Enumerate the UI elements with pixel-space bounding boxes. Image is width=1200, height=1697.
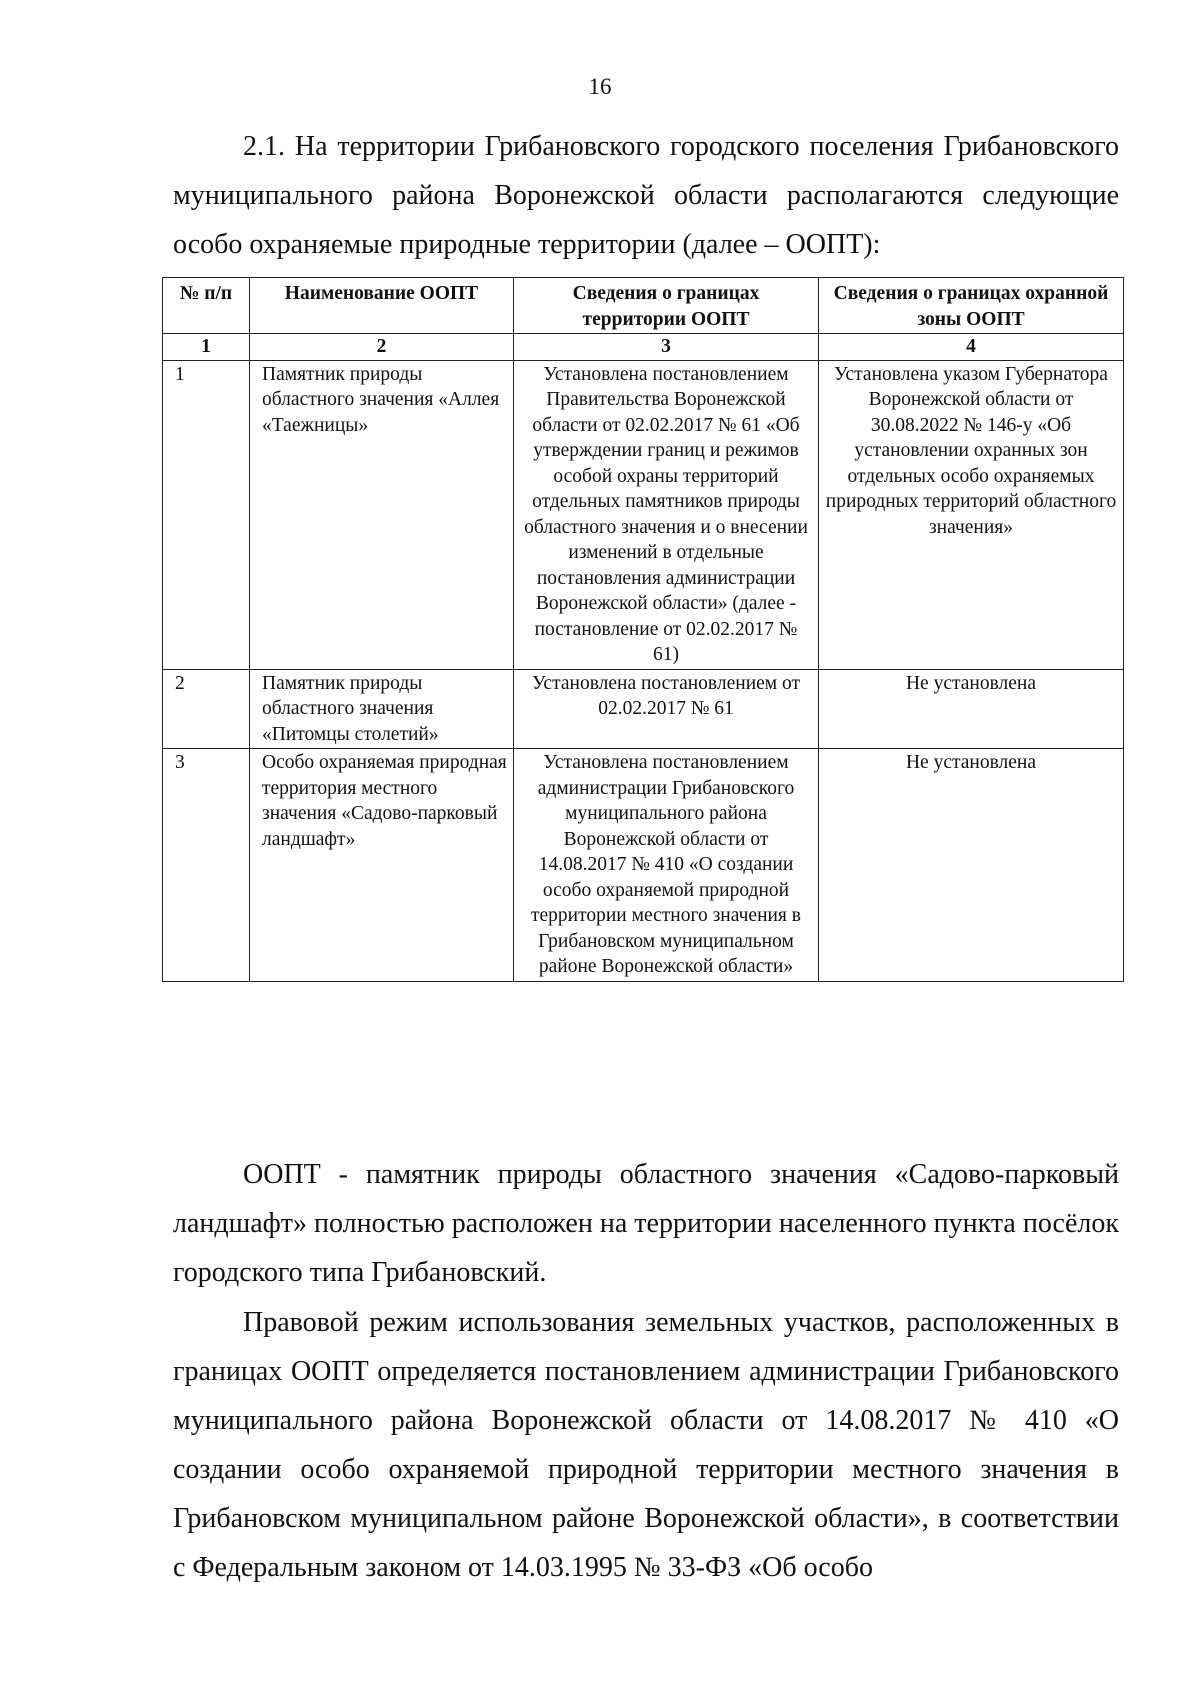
row-number: 2 [163,669,250,749]
header-territory: Сведения о границах территории ООПТ [514,278,819,334]
row-zone: Не установлена [819,749,1124,982]
row-territory: Установлена постановлением от 02.02.2017 № 61 [514,669,819,749]
row-zone: Не установлена [819,669,1124,749]
body-paragraph: ООПТ - памятник природы областного значения «Садово-парковый ландшафт» полностью расположен на территории населенного пункта посёлок городского типа Грибановский. [173,1159,1119,1288]
row-territory: Установлена постановлением администрации Грибановского муниципального района Воронежской области от 14.08.2017 № 410 «О создании особо охраняемой природной территории местного значения в Грибановском муниципальном районе Воронежской области» [514,749,819,982]
header-zone: Сведения о границах охранной зоны ООПТ [819,278,1124,334]
column-number: 2 [250,334,514,361]
column-number: 1 [163,334,250,361]
table-row [163,669,1124,749]
row-number: 3 [163,749,250,982]
table-header-row [163,278,1124,334]
page-number: 16 [588,74,612,99]
header-name: Наименование ООПТ [250,278,514,334]
row-number: 1 [163,360,250,669]
intro-paragraph: 2.1. На территории Грибановского городского поселения Грибановского муниципального района Воронежской области располагаются следующие особо охраняемые природные территории (далее – ООПТ): [173,131,1119,260]
table-row [163,360,1124,669]
row-name: Памятник природы областного значения «Питомцы столетий» [250,669,514,749]
row-name: Памятник природы областного значения «Аллея «Таежницы» [250,360,514,669]
column-number: 4 [819,334,1124,361]
oopt-table [162,277,1124,982]
row-territory: Установлена постановлением Правительства Воронежской области от 02.02.2017 № 61 «Об утверждении границ и режимов особой охраны территорий отдельных памятников природы областного значения и о внесении изменений в отдельные постановления администрации Воронежской области» (далее - постановление от 02.02.2017 № 61) [514,360,819,669]
row-name: Особо охраняемая природная территория местного значения «Садово-парковый ландшафт» [250,749,514,982]
column-number: 3 [514,334,819,361]
body-paragraph: Правовой режим использования земельных участков, расположенных в границах ООПТ определяется постановлением администрации Грибановского муниципального района Воронежской области от 14.08.2017 № 410 «О создании особо охраняемой природной территории местного значения в Грибановском муниципальном районе Воронежской области», в соответствии с Федеральным законом от 14.03.1995 № 33-ФЗ «Об особо [173,1307,1119,1583]
table-row [163,749,1124,982]
column-number-row [163,334,1124,361]
header-number: № п/п [163,278,250,334]
row-zone: Установлена указом Губернатора Воронежской области от 30.08.2022 № 146-у «Об установлении охранных зон отдельных особо охраняемых природных территорий областного значения» [819,360,1124,669]
